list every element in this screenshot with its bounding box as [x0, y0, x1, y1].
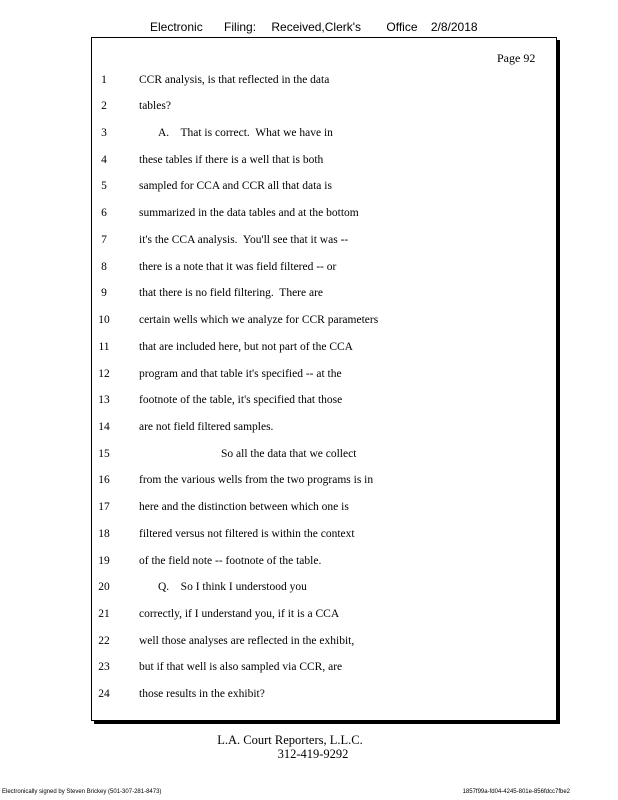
reporter-company: L.A. Court Reporters, L.L.C. [217, 733, 363, 747]
line-number: 15 [98, 448, 110, 460]
document-hash: 1857f99a-fd04-4245-801e-856fdcc7fbe2 [462, 789, 570, 795]
line-text: here and the distinction between which one is [139, 501, 349, 513]
line-number: 8 [101, 261, 107, 273]
filing-header-filing: Filing: [224, 20, 257, 34]
line-number: 23 [98, 661, 110, 673]
line-number: 1 [101, 74, 107, 86]
line-text: well those analyses are reflected in the exhibit, [139, 635, 355, 647]
line-number: 24 [98, 688, 110, 700]
line-text: there is a note that it was field filtered -- or [139, 261, 337, 273]
filing-header-electronic: Electronic [150, 20, 203, 34]
line-number: 22 [98, 635, 110, 647]
line-number: 16 [98, 474, 110, 486]
line-text: Q. So I think I understood you [158, 581, 307, 593]
line-text: A. That is correct. What we have in [158, 127, 333, 139]
line-text: that there is no field filtering. There are [139, 287, 324, 299]
line-number: 20 [98, 581, 110, 593]
line-number: 10 [98, 314, 110, 326]
line-text: correctly, if I understand you, if it is a CCA [139, 608, 340, 620]
line-number: 2 [101, 100, 107, 112]
filing-header [150, 20, 478, 34]
line-text: sampled for CCA and CCR all that data is [139, 180, 332, 192]
line-text: are not field filtered samples. [139, 421, 274, 433]
line-number: 4 [101, 154, 107, 166]
line-text: footnote of the table, it's specified that those [139, 394, 343, 406]
line-number: 11 [98, 341, 110, 353]
line-number: 21 [98, 608, 110, 620]
line-text: filtered versus not filtered is within the context [139, 528, 355, 540]
line-text: certain wells which we analyze for CCR parameters [139, 314, 379, 326]
filing-header-received: Received,Clerk's [271, 20, 362, 34]
line-text: CCR analysis, is that reflected in the data [139, 74, 330, 86]
line-text: that are included here, but not part of the CCA [139, 341, 353, 353]
line-number: 9 [101, 287, 107, 299]
electronic-signature: Electronically signed by Steven Brickey (501-307-281-8473) [2, 789, 162, 795]
line-number: 18 [98, 528, 110, 540]
line-text: it's the CCA analysis. You'll see that it was -- [139, 234, 349, 246]
line-number: 3 [101, 127, 107, 139]
line-number: 5 [101, 180, 107, 192]
line-text: summarized in the data tables and at the bottom [139, 207, 359, 219]
line-text: from the various wells from the two programs is in [139, 474, 374, 486]
page-number: Page 92 [497, 51, 536, 65]
line-number: 6 [101, 207, 107, 219]
line-number: 19 [98, 555, 110, 567]
line-text: tables? [139, 100, 171, 112]
line-text: but if that well is also sampled via CCR, are [139, 661, 343, 673]
line-number: 7 [101, 234, 107, 246]
filing-header-office: Office [386, 20, 418, 34]
line-text: these tables if there is a well that is both [139, 154, 324, 166]
line-text: of the field note -- footnote of the table. [139, 555, 322, 567]
filing-header-date: 2/8/2018 [430, 20, 478, 34]
line-number: 12 [98, 368, 110, 380]
line-number: 13 [98, 394, 110, 406]
line-number: 14 [98, 421, 110, 433]
line-text: So all the data that we collect [221, 448, 357, 460]
line-text: those results in the exhibit? [139, 688, 265, 700]
reporter-phone: 312-419-9292 [277, 747, 349, 761]
line-number: 17 [98, 501, 110, 513]
line-text: program and that table it's specified -- at the [139, 368, 342, 380]
